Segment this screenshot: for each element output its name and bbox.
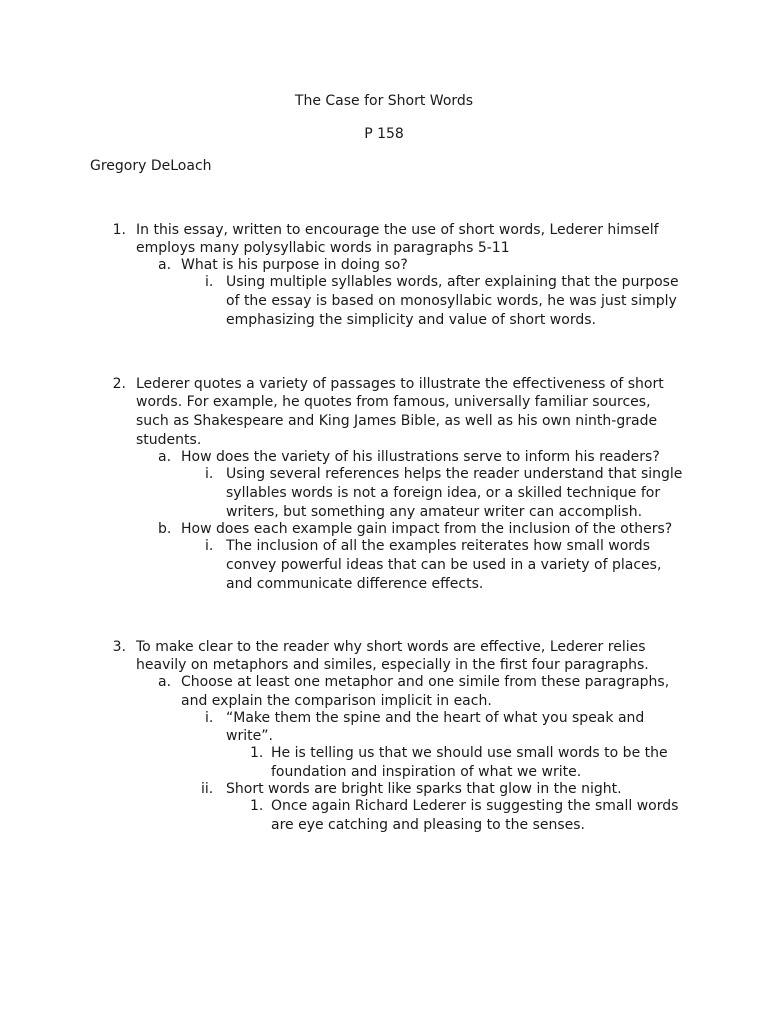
answer-marker: i. — [205, 466, 214, 482]
question-prompt-line: such as Shakespeare and King James Bible, as well as his own ninth-grade — [136, 413, 658, 429]
note-marker: 1. — [250, 745, 264, 761]
sub-question-line: How does the variety of his illustrations serve to inform his readers? — [181, 449, 660, 465]
question-number: 1. — [112, 222, 126, 238]
answer-line: syllables words is not a foreign idea, or a skilled technique for — [226, 485, 661, 501]
answer-line: of the essay is based on monosyllabic words, he was just simply — [226, 293, 677, 309]
sub-question-line: and explain the comparison implicit in each. — [181, 693, 492, 709]
sub-question-marker: a. — [158, 449, 172, 465]
answer-line: Using multiple syllables words, after explaining that the purpose — [226, 274, 679, 290]
answer-line: Short words are bright like sparks that glow in the night. — [226, 781, 622, 797]
question-prompt-line: heavily on metaphors and similes, especially in the first four paragraphs. — [136, 657, 649, 673]
sub-question-line: How does each example gain impact from the inclusion of the others? — [181, 521, 673, 537]
note-line: Once again Richard Lederer is suggesting the small words — [271, 798, 679, 814]
question-prompt-line: To make clear to the reader why short words are effective, Lederer relies — [136, 639, 646, 655]
answer-marker: i. — [205, 710, 214, 726]
question-number: 3. — [112, 639, 126, 655]
question-prompt-line: In this essay, written to encourage the use of short words, Lederer himself — [136, 222, 659, 238]
question-prompt-line: words. For example, he quotes from famous, universally familiar sources, — [136, 394, 651, 410]
answer-marker: i. — [205, 274, 214, 290]
answer-line: The inclusion of all the examples reiterates how small words — [226, 538, 650, 554]
sub-question-line: What is his purpose in doing so? — [181, 257, 408, 273]
note-marker: 1. — [250, 798, 264, 814]
answer-line: convey powerful ideas that can be used in a variety of places, — [226, 557, 662, 573]
sub-question-marker: a. — [158, 674, 172, 690]
author-name: Gregory DeLoach — [90, 158, 212, 174]
answer-line: emphasizing the simplicity and value of short words. — [226, 312, 596, 328]
note-line: foundation and inspiration of what we write. — [271, 764, 582, 780]
answer-line: and communicate difference effects. — [226, 576, 484, 592]
answer-marker: i. — [205, 538, 214, 554]
note-line: He is telling us that we should use small words to be the — [271, 745, 668, 761]
note-line: are eye catching and pleasing to the senses. — [271, 817, 586, 833]
sub-question-marker: a. — [158, 257, 172, 273]
answer-line: write”. — [226, 728, 273, 744]
document-title: The Case for Short Words — [294, 93, 474, 109]
answer-line: “Make them the spine and the heart of what you speak and — [226, 710, 645, 726]
answer-line: writers, but something any amateur writer can accomplish. — [226, 504, 643, 520]
answer-line: Using several references helps the reader understand that single — [226, 466, 683, 482]
sub-question-line: Choose at least one metaphor and one simile from these paragraphs, — [181, 674, 670, 690]
sub-question-marker: b. — [158, 521, 172, 537]
question-number: 2. — [112, 376, 126, 392]
question-prompt-line: employs many polysyllabic words in paragraphs 5-11 — [136, 240, 510, 256]
page-reference: P 158 — [364, 126, 404, 142]
answer-marker: ii. — [201, 781, 214, 797]
question-prompt-line: students. — [136, 432, 202, 448]
question-prompt-line: Lederer quotes a variety of passages to illustrate the effectiveness of short — [136, 376, 664, 392]
